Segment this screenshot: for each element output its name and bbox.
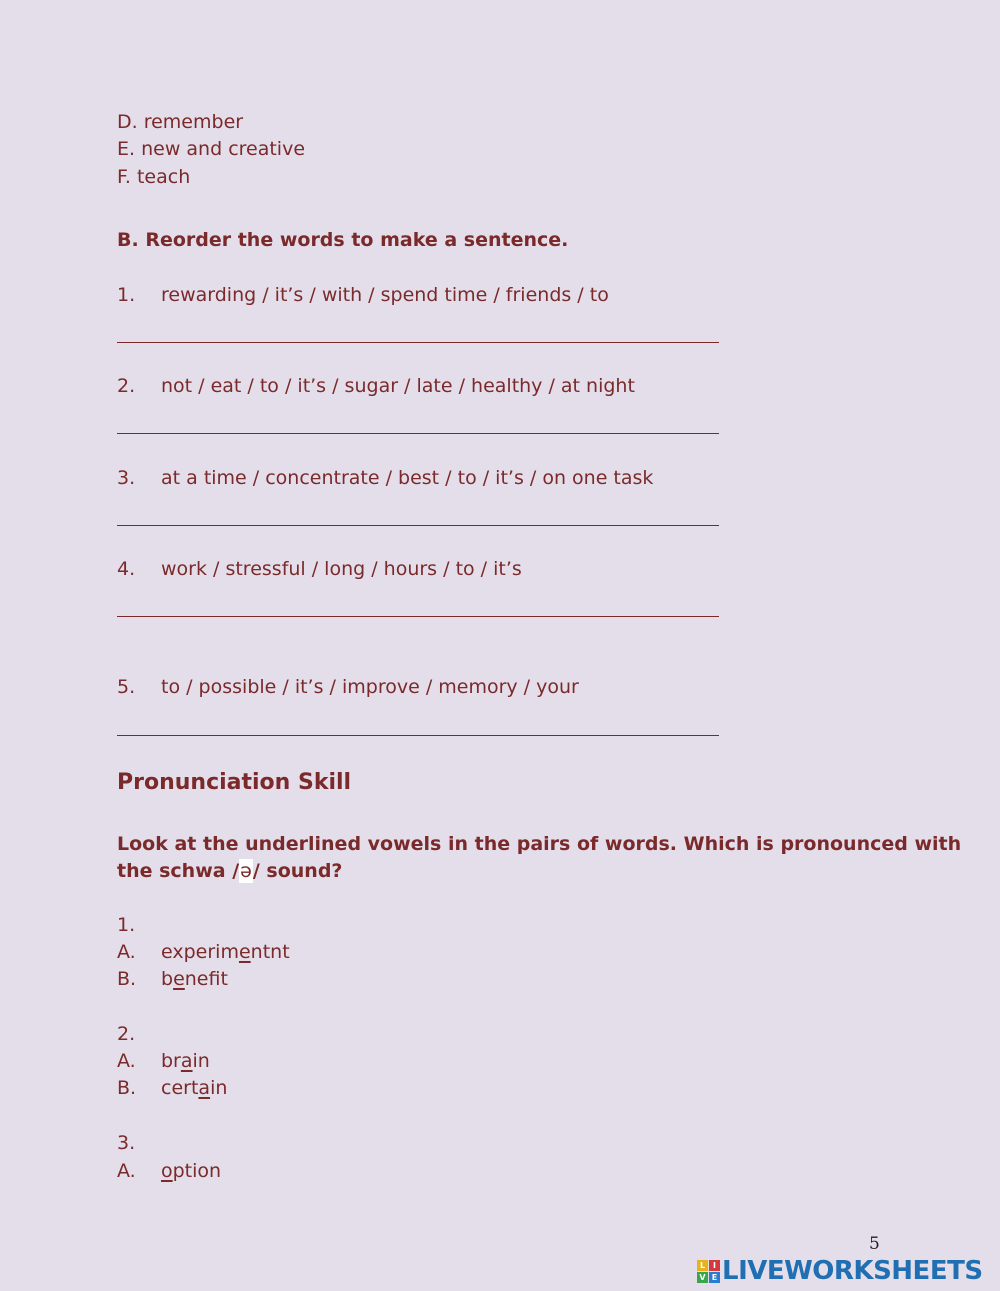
item-number: 5. — [117, 676, 136, 698]
option-text: teach — [136, 166, 191, 188]
instruction-line-1: Look at the underlined vowels in the pairs of words. Which is pronounced with — [117, 833, 962, 855]
underlined-vowel: e — [238, 941, 251, 963]
option-f — [117, 165, 190, 189]
question-number: 3. — [117, 1132, 136, 1154]
underlined-vowel: o — [161, 1160, 173, 1182]
item-number: 2. — [117, 375, 136, 397]
question-number: 2. — [117, 1023, 136, 1045]
pronunciation-title: Pronunciation Skill — [117, 770, 352, 795]
item-words: to / possible / it’s / improve / memory / your — [161, 676, 579, 698]
underlined-vowel: a — [180, 1050, 193, 1072]
item-number: 1. — [117, 284, 136, 306]
question-number: 1. — [117, 914, 136, 936]
instruction-text: the schwa / — [117, 860, 240, 882]
option-letter: E. — [117, 138, 136, 160]
answer-option[interactable]: benefit — [161, 968, 228, 990]
answer-option[interactable]: certain — [161, 1077, 228, 1099]
option-letter: B. — [117, 968, 137, 990]
logo-block: I — [709, 1260, 720, 1271]
option-letter: B. — [117, 1077, 137, 1099]
item-words: rewarding / it’s / with / spend time / friends / to — [161, 284, 609, 306]
option-letter: A. — [117, 1160, 136, 1182]
option-letter: A. — [117, 941, 136, 963]
liveworksheets-logo — [697, 1255, 983, 1287]
option-e — [117, 137, 305, 161]
section-b-heading: B. Reorder the words to make a sentence. — [117, 229, 569, 251]
option-letter: D. — [117, 111, 138, 133]
page-number: 5 — [869, 1234, 880, 1254]
underlined-vowel: e — [173, 968, 185, 990]
answer-line[interactable] — [117, 616, 719, 617]
schwa-symbol: ə — [240, 860, 252, 882]
logo-block: L — [697, 1260, 708, 1271]
answer-line[interactable] — [117, 342, 719, 343]
answer-option[interactable]: option — [161, 1160, 222, 1182]
logo-block: E — [709, 1272, 720, 1283]
item-words: at a time / concentrate / best / to / it’s / on one task — [161, 467, 654, 489]
answer-line[interactable] — [117, 735, 719, 736]
answer-option[interactable]: experimentnt — [161, 941, 290, 963]
item-number: 3. — [117, 467, 136, 489]
item-words: not / eat / to / it’s / sugar / late / healthy / at night — [161, 375, 635, 397]
option-letter: F. — [117, 166, 131, 188]
answer-line[interactable] — [117, 433, 719, 434]
logo-block: V — [697, 1272, 708, 1283]
item-number: 4. — [117, 558, 136, 580]
option-text: new and creative — [141, 138, 306, 160]
item-words: work / stressful / long / hours / to / it’s — [161, 558, 522, 580]
option-d — [117, 110, 243, 134]
underlined-vowel: a — [198, 1077, 211, 1099]
option-text: remember — [143, 111, 244, 133]
logo-text: LIVEWORKSHEETS — [722, 1256, 983, 1286]
answer-line[interactable] — [117, 525, 719, 526]
instruction-text: / sound? — [252, 860, 343, 882]
answer-option[interactable]: brain — [161, 1050, 210, 1072]
logo-blocks-icon — [697, 1260, 720, 1283]
option-letter: A. — [117, 1050, 136, 1072]
instruction-line-2 — [117, 859, 342, 883]
